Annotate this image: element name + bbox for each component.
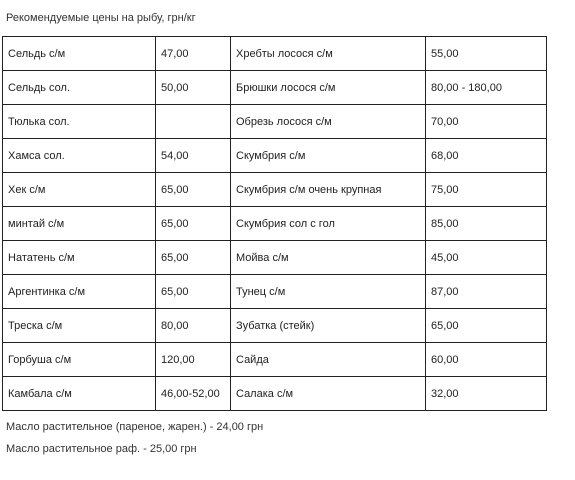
oil-price-note-2: Масло растительное раф. - 25,00 грн xyxy=(6,443,197,455)
price-cell: 65,00 xyxy=(156,207,231,241)
fish-name-cell: Скумбрия сол с гол xyxy=(231,207,426,241)
price-cell: 60,00 xyxy=(426,343,547,377)
page-heading: Рекомендуемые цены на рыбу, грн/кг xyxy=(6,12,196,24)
table-row xyxy=(3,173,547,207)
fish-name-cell: Сельдь сол. xyxy=(3,71,156,105)
fish-name-cell: минтай с/м xyxy=(3,207,156,241)
price-cell: 54,00 xyxy=(156,139,231,173)
price-cell: 120,00 xyxy=(156,343,231,377)
table-row xyxy=(3,377,547,411)
fish-name-cell: Аргентинка с/м xyxy=(3,275,156,309)
fish-name-cell: Тунец с/м xyxy=(231,275,426,309)
table-row xyxy=(3,309,547,343)
table-row xyxy=(3,139,547,173)
table-row xyxy=(3,275,547,309)
table-row xyxy=(3,207,547,241)
fish-name-cell: Салака с/м xyxy=(231,377,426,411)
price-cell: 65,00 xyxy=(426,309,547,343)
price-cell: 32,00 xyxy=(426,377,547,411)
price-cell: 85,00 xyxy=(426,207,547,241)
fish-name-cell: Мойва с/м xyxy=(231,241,426,275)
fish-name-cell: Зубатка (стейк) xyxy=(231,309,426,343)
price-cell: 75,00 xyxy=(426,173,547,207)
table-row xyxy=(3,241,547,275)
fish-name-cell: Сайда xyxy=(231,343,426,377)
price-cell: 50,00 xyxy=(156,71,231,105)
fish-name-cell: Нататень с/м xyxy=(3,241,156,275)
table-row xyxy=(3,37,547,71)
fish-name-cell: Камбала с/м xyxy=(3,377,156,411)
fish-name-cell: Хребты лосося с/м xyxy=(231,37,426,71)
oil-price-note-1: Масло растительное (пареное, жарен.) - 24,00 грн xyxy=(6,421,264,433)
fish-name-cell: Треска с/м xyxy=(3,309,156,343)
price-cell: 70,00 xyxy=(426,105,547,139)
table-row xyxy=(3,71,547,105)
price-cell: 47,00 xyxy=(156,37,231,71)
price-cell: 87,00 xyxy=(426,275,547,309)
price-cell: 65,00 xyxy=(156,241,231,275)
fish-name-cell: Хек с/м xyxy=(3,173,156,207)
fish-name-cell: Обрезь лосося с/м xyxy=(231,105,426,139)
price-cell: 46,00-52,00 xyxy=(156,377,231,411)
fish-name-cell: Брюшки лосося с/м xyxy=(231,71,426,105)
fish-name-cell: Тюлька сол. xyxy=(3,105,156,139)
price-cell: 55,00 xyxy=(426,37,547,71)
price-cell: 65,00 xyxy=(156,173,231,207)
fish-name-cell: Сельдь с/м xyxy=(3,37,156,71)
fish-name-cell: Хамса сол. xyxy=(3,139,156,173)
fish-name-cell: Горбуша с/м xyxy=(3,343,156,377)
price-cell: 80,00 - 180,00 xyxy=(426,71,547,105)
fish-name-cell: Скумбрия с/м очень крупная xyxy=(231,173,426,207)
price-cell: 68,00 xyxy=(426,139,547,173)
price-cell: 45,00 xyxy=(426,241,547,275)
price-cell xyxy=(156,105,231,139)
table-row xyxy=(3,343,547,377)
fish-name-cell: Скумбрия с/м xyxy=(231,139,426,173)
price-table xyxy=(2,36,547,411)
price-cell: 80,00 xyxy=(156,309,231,343)
table-row xyxy=(3,105,547,139)
price-cell: 65,00 xyxy=(156,275,231,309)
